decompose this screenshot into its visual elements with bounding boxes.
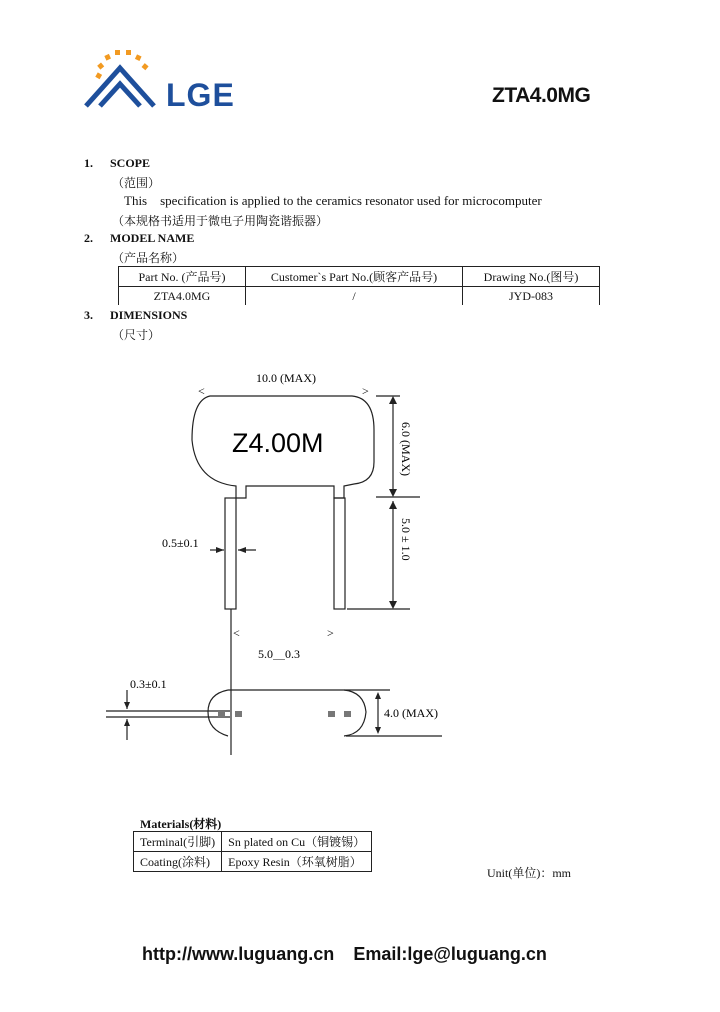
section-number: 2. xyxy=(84,231,93,245)
materials-table xyxy=(133,831,372,872)
section-title: SCOPE xyxy=(110,156,151,170)
marking-text: Z4.00M xyxy=(232,428,324,458)
logo-text: LGE xyxy=(166,77,235,113)
lead-width-label: 0.5±0.1 xyxy=(162,536,199,550)
width-left-arrow: < xyxy=(198,384,205,398)
lead-right xyxy=(334,498,345,609)
footer-contact xyxy=(142,944,547,965)
email-link[interactable]: Email:lge@luguang.cn xyxy=(353,944,547,964)
section-title: DIMENSIONS xyxy=(110,308,188,322)
table-cell: ZTA4.0MG xyxy=(119,287,246,306)
lead-left xyxy=(225,498,236,609)
table-row xyxy=(134,832,372,852)
table-cell: Terminal(引脚) xyxy=(134,832,222,852)
table-cell: Sn plated on Cu（铜镀锡） xyxy=(222,832,372,852)
materials-title: Materials(材料) xyxy=(140,817,222,831)
thickness-label: 4.0 (MAX) xyxy=(384,706,438,720)
section-title-cn: （尺寸） xyxy=(112,328,161,342)
website-link[interactable]: http://www.luguang.cn xyxy=(142,944,335,964)
section-title: MODEL NAME xyxy=(110,231,195,245)
lead-thickness-label: 0.3±0.1 xyxy=(130,677,167,691)
table-header: Drawing No.(图号) xyxy=(463,267,600,287)
unit-note: Unit(单位)：mm xyxy=(487,866,571,880)
table-cell: Coating(涂料) xyxy=(134,852,222,872)
table-cell: / xyxy=(246,287,463,306)
width-label: 10.0 (MAX) xyxy=(256,371,316,385)
page-title: ZTA4.0MG xyxy=(492,84,591,107)
table-cell: JYD-083 xyxy=(463,287,600,306)
pitch-left-arrow: < xyxy=(233,626,240,640)
pitch-label: 5.0＿0.3 xyxy=(258,647,301,661)
width-right-arrow: > xyxy=(362,384,369,398)
scope-text-cn: （本规格书适用于微电子用陶瓷谐振器） xyxy=(112,214,329,228)
table-header: Part No. (产品号) xyxy=(119,267,246,287)
table-header: Customer`s Part No.(顾客产品号) xyxy=(246,267,463,287)
section-number: 1. xyxy=(84,156,93,170)
table-row xyxy=(134,852,372,872)
section-title-cn: （产品名称） xyxy=(112,251,185,265)
lead-length-label: 5.0 ± 1.0 xyxy=(399,518,413,561)
section-title-cn: （范围） xyxy=(112,176,161,190)
table-cell: Epoxy Resin（环氧树脂） xyxy=(222,852,372,872)
scope-text: This specification is applied to the ceramics resonator used for microcomputer xyxy=(124,193,542,208)
section-number: 3. xyxy=(84,308,93,322)
height-label: 6.0 (MAX) xyxy=(399,422,413,476)
pitch-right-arrow: > xyxy=(327,626,334,640)
